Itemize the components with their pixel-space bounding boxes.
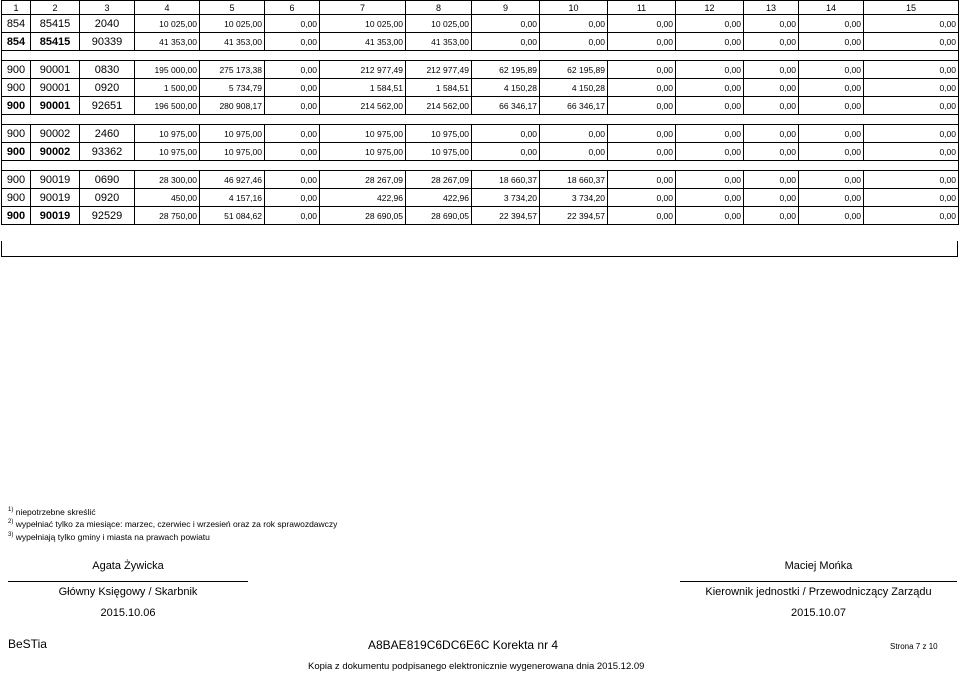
table-cell: 0,00: [608, 189, 676, 207]
right-signature-line: [680, 581, 957, 582]
group-separator: [2, 51, 959, 61]
table-cell: 0,00: [608, 79, 676, 97]
table-cell: 214 562,00: [406, 97, 472, 115]
table-row: [2, 15, 959, 33]
table-cell: 0920: [80, 79, 135, 97]
table-cell: 900: [2, 207, 31, 225]
table-cell: 854: [2, 33, 31, 51]
table-cell: 0,00: [744, 143, 799, 161]
table-cell: 0,00: [744, 171, 799, 189]
table-cell: 0,00: [744, 207, 799, 225]
table-row-total: [2, 143, 959, 161]
table-cell: 5 734,79: [200, 79, 265, 97]
table-cell: 422,96: [320, 189, 406, 207]
table-cell: 22 394,57: [540, 207, 608, 225]
table-cell: 0,00: [265, 207, 320, 225]
table-cell: 0,00: [265, 61, 320, 79]
table-cell: 900: [2, 97, 31, 115]
table-cell: 0,00: [608, 143, 676, 161]
table-row-total: [2, 97, 959, 115]
table-cell: 22 394,57: [472, 207, 540, 225]
table-cell: 0,00: [608, 171, 676, 189]
table-cell: 0,00: [864, 189, 959, 207]
table-cell: 0,00: [540, 15, 608, 33]
table-cell: 0,00: [799, 61, 864, 79]
table-cell: 0,00: [864, 125, 959, 143]
table-cell: 900: [2, 189, 31, 207]
table-cell: 0,00: [265, 143, 320, 161]
table-cell: 212 977,49: [320, 61, 406, 79]
table-cell: 900: [2, 61, 31, 79]
table-cell: 90019: [31, 171, 80, 189]
table-cell: 0,00: [608, 125, 676, 143]
table-cell: 0,00: [864, 33, 959, 51]
table-cell: 900: [2, 125, 31, 143]
table-cell: 212 977,49: [406, 61, 472, 79]
table-cell: 2040: [80, 15, 135, 33]
footnote-2: $^{2)}$ wypełniać tylko za miesiące: marzec, czerwiec i wrzesień oraz za rok sprawozdawczy: [8, 519, 338, 530]
group-separator: [2, 161, 959, 171]
table-cell: 0690: [80, 171, 135, 189]
table-cell: 0,00: [676, 189, 744, 207]
table-cell: 0,00: [540, 125, 608, 143]
table-cell: 92529: [80, 207, 135, 225]
table-cell: 0,00: [799, 125, 864, 143]
table-cell: 0,00: [744, 125, 799, 143]
table-cell: 93362: [80, 143, 135, 161]
table-cell: 62 195,89: [540, 61, 608, 79]
column-number-cell: 4: [135, 1, 200, 15]
table-cell: 90019: [31, 207, 80, 225]
column-number-cell: 2: [31, 1, 80, 15]
page-number: Strona 7 z 10: [890, 642, 938, 651]
table-cell: 0,00: [799, 143, 864, 161]
column-number-cell: 5: [200, 1, 265, 15]
footnotes: [8, 505, 337, 542]
right-signature-date: 2015.10.07: [790, 607, 847, 619]
table-cell: 10 975,00: [320, 125, 406, 143]
table-cell: 0,00: [265, 79, 320, 97]
column-number-cell: 13: [744, 1, 799, 15]
table-cell: 0,00: [472, 15, 540, 33]
table-row: [2, 61, 959, 79]
table-cell: 275 173,38: [200, 61, 265, 79]
table-cell: 0,00: [265, 97, 320, 115]
table-cell: 0,00: [744, 61, 799, 79]
right-signatory-name: Maciej Mońka: [784, 560, 853, 572]
table-cell: 10 975,00: [200, 125, 265, 143]
table-cell: 3 734,20: [472, 189, 540, 207]
table-cell: 10 975,00: [135, 143, 200, 161]
table-cell: 41 353,00: [406, 33, 472, 51]
table-cell: 196 500,00: [135, 97, 200, 115]
table-cell: 28 267,09: [406, 171, 472, 189]
table-cell: 0,00: [864, 171, 959, 189]
table-cell: 10 975,00: [200, 143, 265, 161]
table-cell: 1 500,00: [135, 79, 200, 97]
footnote-1: $^{1)}$ niepotrzebne skreślić: [8, 506, 96, 517]
table-cell: 854: [2, 15, 31, 33]
table-cell: 0,00: [472, 125, 540, 143]
table-cell: 214 562,00: [320, 97, 406, 115]
table-cell: 0,00: [540, 143, 608, 161]
document-code: A8BAE819C6DC6E6C Korekta nr 4: [368, 638, 559, 652]
column-number-row: [2, 1, 959, 15]
table-cell: 0,00: [265, 15, 320, 33]
table-row: [2, 171, 959, 189]
table-cell: 0,00: [676, 15, 744, 33]
table-cell: 0,00: [864, 97, 959, 115]
table-cell: 0,00: [676, 33, 744, 51]
table-cell: 2460: [80, 125, 135, 143]
table-cell: 66 346,17: [472, 97, 540, 115]
column-number-cell: 14: [799, 1, 864, 15]
table-cell: 51 084,62: [200, 207, 265, 225]
table-cell: 10 975,00: [406, 143, 472, 161]
table-cell: 0,00: [799, 207, 864, 225]
column-number-cell: 3: [80, 1, 135, 15]
left-signature-line: [8, 581, 248, 582]
column-number-cell: 8: [406, 1, 472, 15]
table-row-total: [2, 33, 959, 51]
table-cell: 0,00: [799, 15, 864, 33]
table-cell: 0,00: [744, 15, 799, 33]
table-cell: 90019: [31, 189, 80, 207]
table-cell: 280 908,17: [200, 97, 265, 115]
table-cell: 90339: [80, 33, 135, 51]
group-separator: [2, 115, 959, 125]
table-cell: 0,00: [744, 189, 799, 207]
table-cell: 0,00: [608, 33, 676, 51]
table-cell: 10 975,00: [135, 125, 200, 143]
table-cell: 90001: [31, 97, 80, 115]
table-cell: 900: [2, 143, 31, 161]
table-cell: 0,00: [608, 61, 676, 79]
table-cell: 0,00: [676, 61, 744, 79]
table-cell: 41 353,00: [320, 33, 406, 51]
copy-note: Kopia z dokumentu podpisanego elektronicznie wygenerowana dnia 2015.12.09: [308, 661, 645, 672]
table-cell: 0,00: [676, 97, 744, 115]
table-cell: 0,00: [265, 171, 320, 189]
column-number-cell: 7: [320, 1, 406, 15]
table-cell: 46 927,46: [200, 171, 265, 189]
column-number-cell: 12: [676, 1, 744, 15]
table-cell: 900: [2, 171, 31, 189]
left-signatory-name: Agata Żywicka: [92, 560, 164, 572]
table-cell: 18 660,37: [540, 171, 608, 189]
table-cell: 3 734,20: [540, 189, 608, 207]
table-cell: 10 975,00: [406, 125, 472, 143]
table-cell: 28 690,05: [406, 207, 472, 225]
table-cell: 18 660,37: [472, 171, 540, 189]
table-cell: 0,00: [540, 33, 608, 51]
table-end-box: [1, 241, 958, 257]
table-cell: 0,00: [744, 97, 799, 115]
table-cell: 0,00: [676, 79, 744, 97]
table-cell: 41 353,00: [200, 33, 265, 51]
table-cell: 28 690,05: [320, 207, 406, 225]
table-cell: 28 300,00: [135, 171, 200, 189]
table-cell: 41 353,00: [135, 33, 200, 51]
report-table: [1, 0, 959, 225]
table-cell: 85415: [31, 33, 80, 51]
table-cell: 10 025,00: [135, 15, 200, 33]
table-cell: 0,00: [799, 97, 864, 115]
column-number-cell: 10: [540, 1, 608, 15]
table-cell: 0,00: [799, 79, 864, 97]
column-number-cell: 15: [864, 1, 959, 15]
table-cell: 0,00: [799, 171, 864, 189]
table-cell: 28 750,00: [135, 207, 200, 225]
table-cell: 4 157,16: [200, 189, 265, 207]
table-cell: 0,00: [744, 79, 799, 97]
table-cell: 0,00: [608, 97, 676, 115]
table-cell: 90001: [31, 61, 80, 79]
table-cell: 0830: [80, 61, 135, 79]
column-number-cell: 6: [265, 1, 320, 15]
footnote-3: $^{3)}$ wypełniają tylko gminy i miasta na prawach powiatu: [8, 531, 210, 542]
table-cell: 0,00: [676, 125, 744, 143]
table-cell: 85415: [31, 15, 80, 33]
table-cell: 0,00: [799, 33, 864, 51]
table-row: [2, 79, 959, 97]
table-cell: 195 000,00: [135, 61, 200, 79]
left-signatory-role: Główny Księgowy / Skarbnik: [58, 586, 198, 598]
right-signatory-role: Kierownik jednostki / Przewodniczący Zarządu: [705, 586, 932, 598]
table-cell: 66 346,17: [540, 97, 608, 115]
table-cell: 0,00: [608, 207, 676, 225]
table-cell: 90001: [31, 79, 80, 97]
table-cell: 0,00: [472, 143, 540, 161]
table-cell: 1 584,51: [406, 79, 472, 97]
table-cell: 90002: [31, 143, 80, 161]
table-cell: 0,00: [472, 33, 540, 51]
table-cell: 0,00: [676, 207, 744, 225]
table-cell: 1 584,51: [320, 79, 406, 97]
table-cell: 422,96: [406, 189, 472, 207]
table-cell: 10 975,00: [320, 143, 406, 161]
table-cell: 10 025,00: [200, 15, 265, 33]
table-cell: 0920: [80, 189, 135, 207]
table-row: [2, 189, 959, 207]
table-cell: 0,00: [864, 61, 959, 79]
table-cell: 0,00: [864, 15, 959, 33]
table-cell: 0,00: [676, 143, 744, 161]
table-cell: 0,00: [265, 189, 320, 207]
table-cell: 0,00: [864, 143, 959, 161]
table-cell: 10 025,00: [320, 15, 406, 33]
table-row-total: [2, 207, 959, 225]
table-cell: 0,00: [864, 79, 959, 97]
column-number-cell: 1: [2, 1, 31, 15]
table-cell: 0,00: [608, 15, 676, 33]
table-cell: 900: [2, 79, 31, 97]
table-cell: 92651: [80, 97, 135, 115]
table-cell: 0,00: [744, 33, 799, 51]
table-row: [2, 125, 959, 143]
column-number-cell: 9: [472, 1, 540, 15]
table-cell: 0,00: [799, 189, 864, 207]
table-cell: 0,00: [864, 207, 959, 225]
table-cell: 10 025,00: [406, 15, 472, 33]
left-signature-date: 2015.10.06: [100, 607, 156, 619]
table-cell: 0,00: [265, 33, 320, 51]
table-cell: 90002: [31, 125, 80, 143]
table-cell: 450,00: [135, 189, 200, 207]
table-cell: 0,00: [265, 125, 320, 143]
table-cell: 62 195,89: [472, 61, 540, 79]
table-cell: 4 150,28: [540, 79, 608, 97]
column-number-cell: 11: [608, 1, 676, 15]
system-name: BeSTia: [8, 637, 47, 651]
table-cell: 0,00: [676, 171, 744, 189]
table-cell: 28 267,09: [320, 171, 406, 189]
table-cell: 4 150,28: [472, 79, 540, 97]
